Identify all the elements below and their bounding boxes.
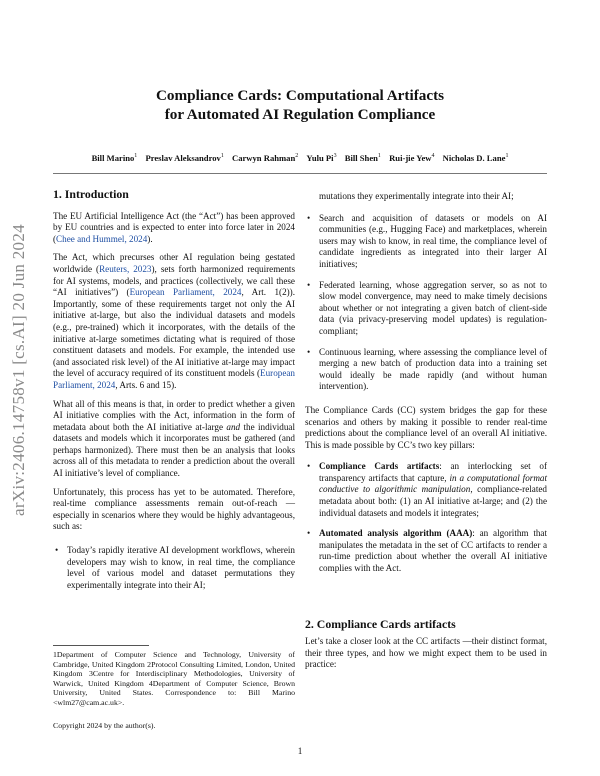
paper-title <box>60 86 540 124</box>
left-column <box>53 189 295 589</box>
arxiv-stamp <box>4 190 34 550</box>
bullet-list <box>53 545 295 590</box>
author: Nicholas D. Lane$^1$ <box>442 153 509 163</box>
list-item: • Automated analysis algorithm (AAA): an algorithm that manipulates the metadata in the set of CC artifacts to render a run-time prediction about whether the overall AI initiative complies with the Act. <box>305 528 547 574</box>
footnote-divider <box>53 645 149 646</box>
right-column <box>305 191 547 584</box>
page-number: 1 <box>297 746 303 756</box>
title-line-1: Compliance Cards: Computational Artifacts <box>155 87 445 104</box>
citation-link[interactable]: European Parliament, 2024 <box>129 287 242 298</box>
author: Rui-jie Yew$^4$ <box>389 153 435 163</box>
list-item: • Compliance Cards artifacts: an interlocking set of transparency artifacts that capture, in a computational format conductive to algorithmic manipulation, compliance-related metadata about both: (1) an AI initiative at-large; and (2) the individual datasets and models it integrates; <box>305 461 547 519</box>
list-item: • Federated learning, whose aggregation server, so as not to slow model convergence, may need to make timely decisions about whether or not integrating a given batch of client-side data (via privacy-preserving model updates) is regulation-compliant; <box>305 280 547 338</box>
paragraph: Unfortunately, this process has yet to be automated. Therefore, real-time compliance assessments remain out-of-reach —especially in scenarios where they would be highly advantageous, such as: <box>53 486 295 532</box>
pillar-list <box>305 461 547 574</box>
list-item: • Today’s rapidly iterative AI development workflows, wherein developers may wish to know, in real time, the compliance level of various model and dataset permutations they experimentally integrate into their AI; <box>53 545 295 580</box>
copyright-notice: Copyright 2024 by the author(s). <box>53 721 156 730</box>
section-heading-introduction: 1. Introduction <box>53 187 129 201</box>
citation-link[interactable]: European Parliament, 2024 <box>53 368 295 390</box>
author: Bill Marino$^1$ <box>91 153 138 163</box>
citation-link[interactable]: Reuters, 2023 <box>99 263 152 274</box>
author: Yulu Pi$^3$ <box>306 153 337 163</box>
section-heading-artifacts: 2. Compliance Cards artifacts <box>305 617 456 631</box>
bullet-list <box>305 213 547 393</box>
arxiv-stamp-text: arXiv:2406.14758v1 [cs.AI] 20 Jun 2024 <box>9 224 28 516</box>
affiliations-footnote: 1Department of Computer Science and Technology, University of Cambridge, United Kingdom 2Protocol Consulting Limited, London, United Kingdom 3Centre for Interdisciplinary Methodologies, University of Warwick, United Kingdom 4Department of Computer Science, Brown University, United States. Correspondence to: Bill Marino <wlm27@cam.ac.uk>. <box>53 650 295 707</box>
list-item: • Continuous learning, where assessing the compliance level of merging a new batch of production data into a training set would ideally be made rapidly (and without human intervention). <box>305 347 547 393</box>
citation-link[interactable]: Chee and Hummel, 2024 <box>56 233 148 244</box>
paragraph: The Compliance Cards (CC) system bridges the gap for these scenarios and others by making it possible to render real-time predictions about the compliance level of an overall AI initiative. This is made possible by CC’s two key pillars: <box>305 404 547 450</box>
author: Bill Shen$^1$ <box>344 153 381 163</box>
paragraph: Let’s take a closer look at the CC artifacts —their distinct format, their three types, and how we might expect them to be used in practice: <box>305 636 547 670</box>
list-item: • Search and acquisition of datasets or models on AI communities (e.g., Hugging Face) and marketplaces, wherein users may wish to know, in real time, the compliance level of candidate ingredients as integrated into their larger AI initiatives; <box>305 213 547 271</box>
title-line-2: for Automated AI Regulation Compliance <box>164 106 436 123</box>
author: Preslav Aleksandrov$^1$ <box>145 153 224 163</box>
author: Carwyn Rahman$^2$ <box>231 153 299 163</box>
header-divider <box>53 173 547 174</box>
author-list <box>40 153 560 163</box>
paragraph: The Act, which precurses other AI regulation being gestated worldwide (Reuters, 2023), sets forth harmonized requirements for AI systems, models, and practices (collectively, we call these “AI initiatives”) (European Parliament, 2024, Art. 1(2)). Importantly, some of these requirements target not only the AI initiative at-large, but also the individual datasets and models (e.g., pre-trained) which it incorporates, with the details of the initiative at-large sometimes dictating what is required of those constituent datasets and models. For example, the intended use (and associated risk level) of the AI initiative at-large may impact the level of accuracy required of its constituent models (European Parliament, 2024, Arts. 6 and 15). <box>53 252 296 390</box>
paragraph: What all of this means is that, in order to predict whether a given AI initiative complies with the Act, information in the form of metadata about both the AI initiative at-large and the individual datasets and models which it incorporates must be gathered (and perhaps harmonized). There must then be an analysis that looks across all of this metadata to render a prediction about the overall AI initiative’s level of compliance. <box>53 398 295 479</box>
paragraph: The EU Artificial Intelligence Act (the “Act”) has been approved by EU countries and is expected to enter into force later in 2024 (Chee and Hummel, 2024). <box>53 210 295 244</box>
paragraph-continued: mutations they experimentally integrate into their AI; <box>319 191 514 201</box>
